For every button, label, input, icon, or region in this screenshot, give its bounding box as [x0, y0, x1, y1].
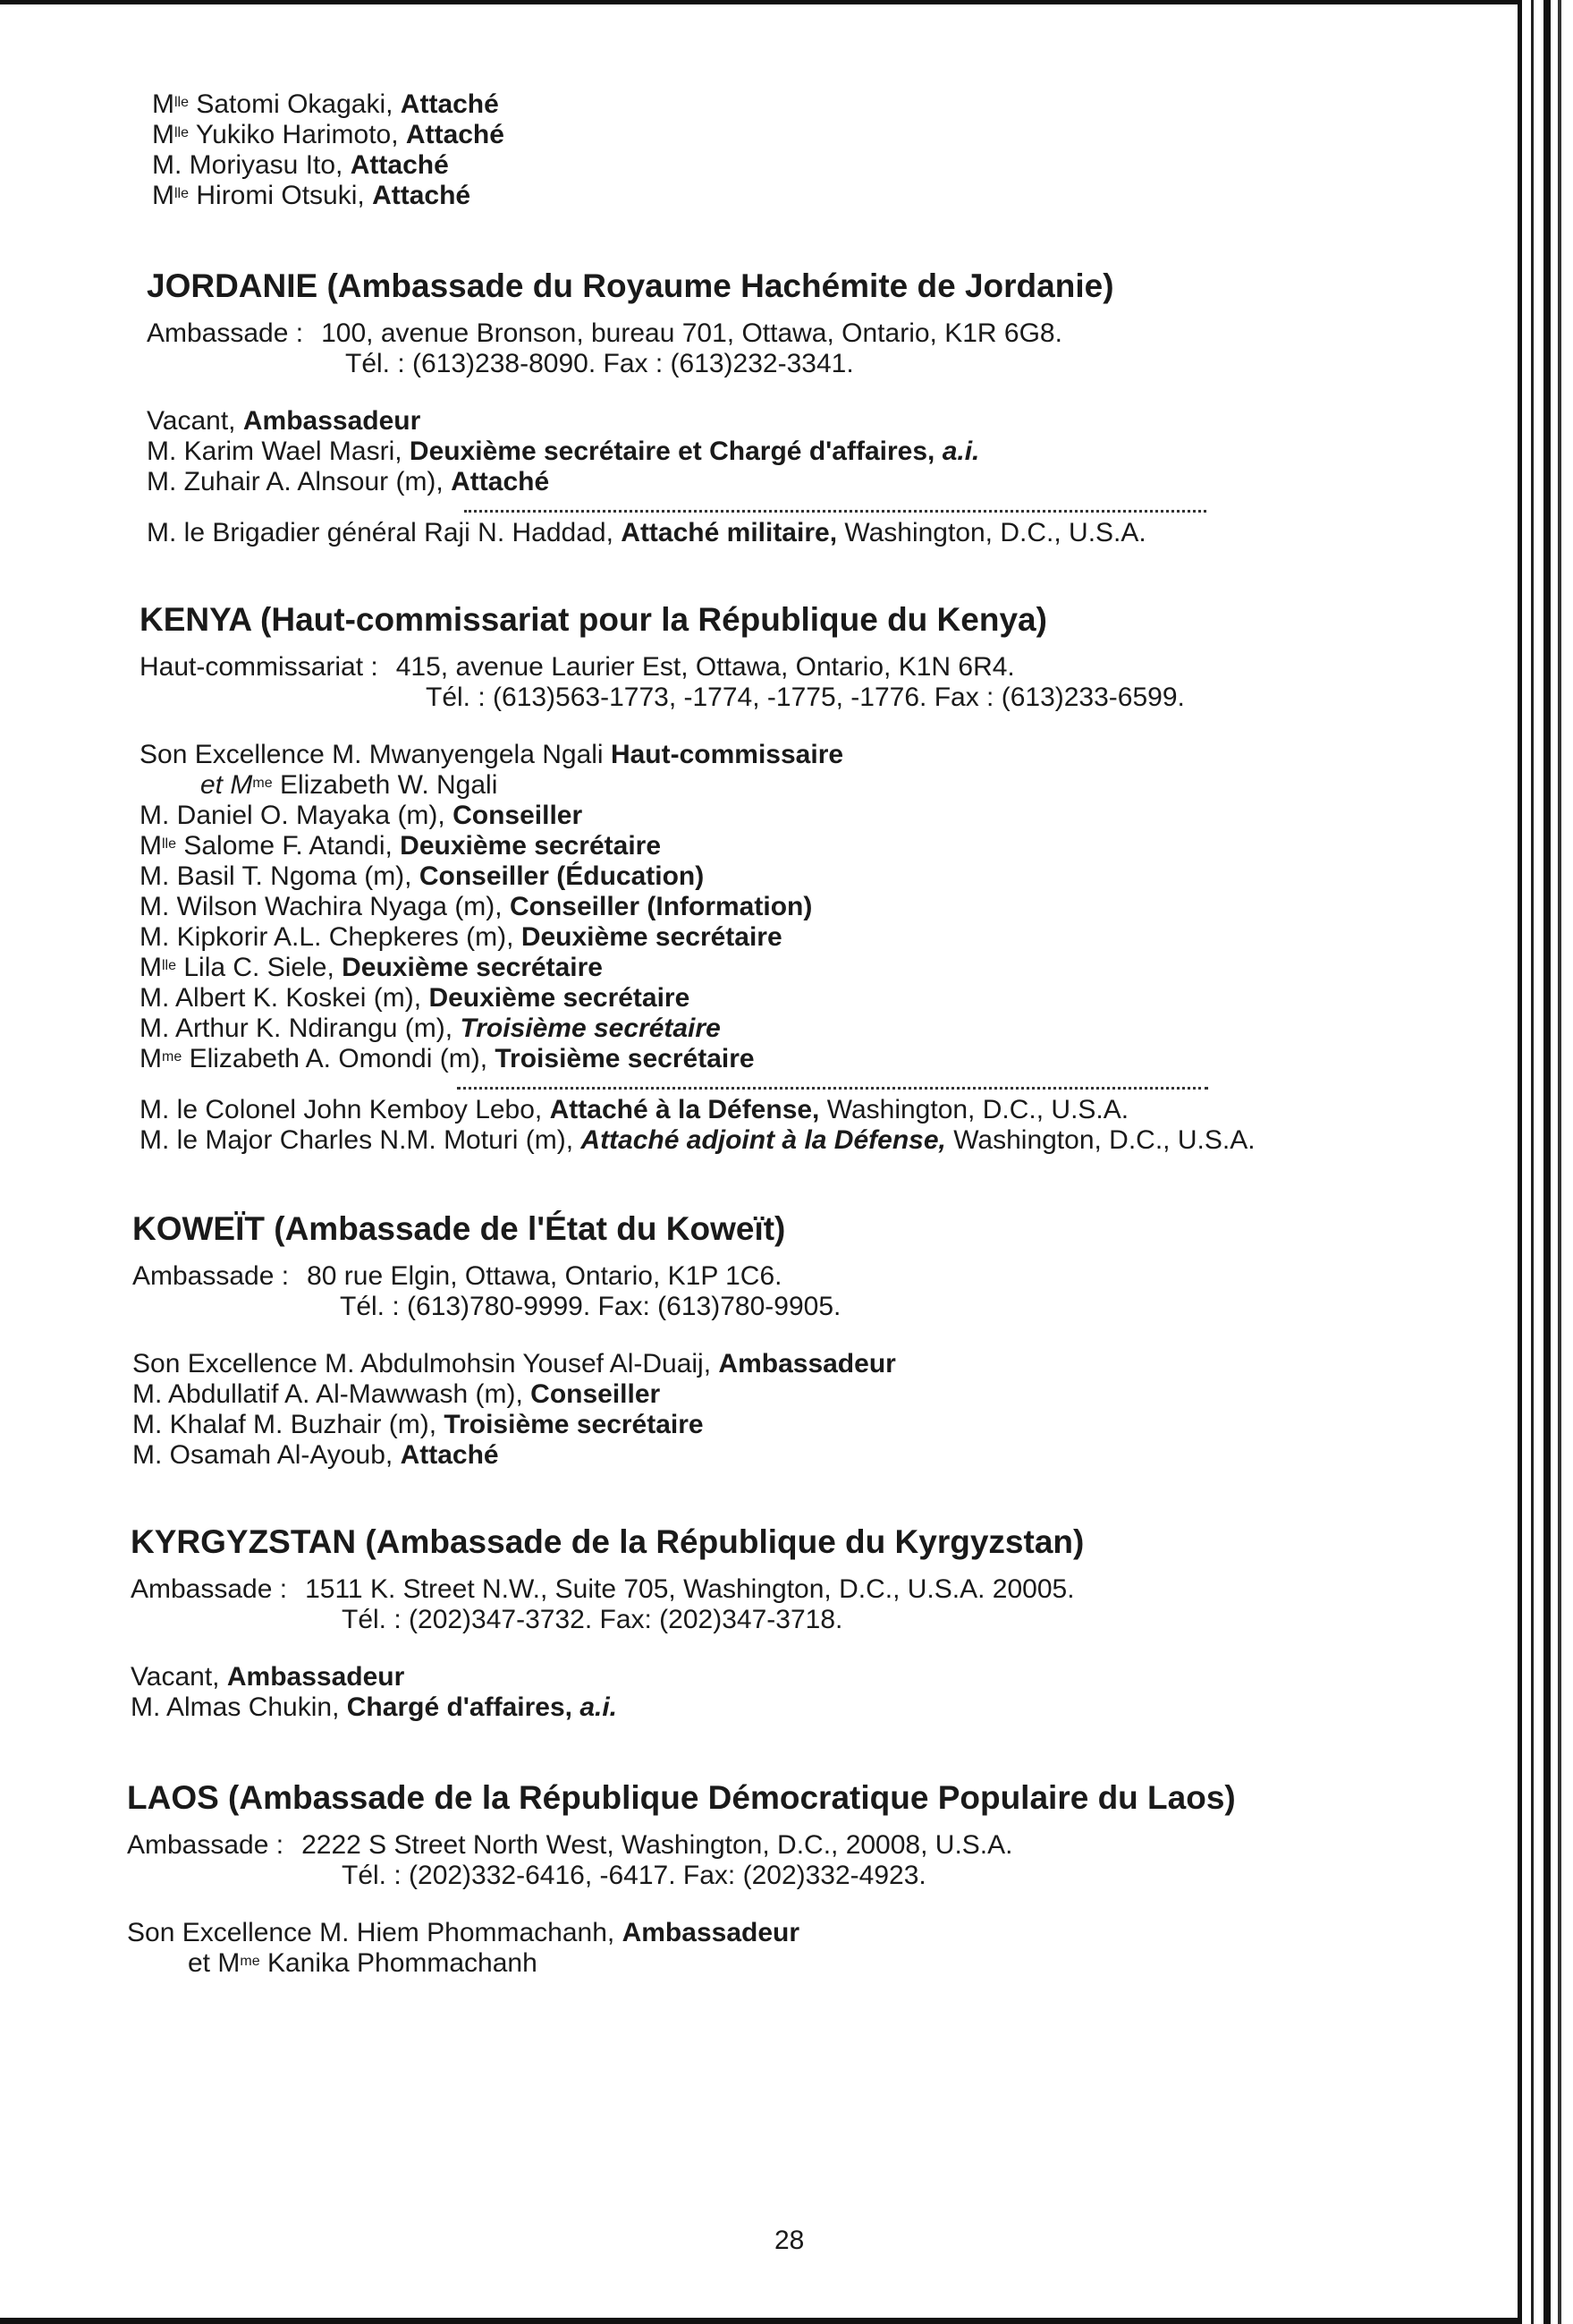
section-kyrgyzstan [131, 1522, 1393, 1723]
phone-fax-line: Tél. : (202)332-6416, -6417. Fax: (202)332-4923. [342, 1861, 926, 1890]
scan-binding-edge [1518, 0, 1522, 2324]
previous-section-continuation [152, 89, 1393, 211]
staff-entry: M. Zuhair A. Alnsour (m), Attaché [147, 467, 550, 496]
section-jordan [147, 267, 1393, 548]
staff-list [140, 740, 1393, 1074]
staff-list [132, 1349, 1393, 1471]
address-block [132, 1261, 1393, 1322]
head-of-mission: Son Excellence M. Mwanyengela Ngali Haut-commissaire [140, 740, 844, 769]
section-heading: KENYA (Haut-commissariat pour la République du Kenya) [140, 601, 1047, 638]
address-block [131, 1574, 1393, 1635]
staff-entry: $M^{me}$ Elizabeth A. Omondi (m), Troisième secrétaire [140, 1044, 755, 1073]
address-line: 2222 S Street North West, Washington, D.C., 20008, U.S.A. [301, 1830, 1013, 1860]
scan-binding-edge [1558, 0, 1561, 2324]
staff-entry: M. Moriyasu Ito, Attaché [152, 150, 449, 180]
staff-entry: $M^{lle}$ Satomi Okagaki, Attaché [152, 89, 499, 119]
section-heading: JORDANIE (Ambassade du Royaume Hachémite de Jordanie) [147, 267, 1114, 304]
non-resident-list [140, 1095, 1393, 1156]
staff-entry: Vacant, Ambassadeur [147, 406, 421, 436]
staff-entry: M. le Major Charles N.M. Moturi (m), Attaché adjoint à la Défense, Washington, D.C., U.S.A. [140, 1125, 1256, 1155]
spouse-entry: et $M^{me}$ Elizabeth W. Ngali [200, 770, 498, 800]
scan-binding-edge [1531, 0, 1534, 2324]
staff-entry: $M^{lle}$ Hiromi Otsuki, Attaché [152, 181, 471, 210]
address-label: Ambassade : [131, 1574, 288, 1604]
staff-entry: $M^{lle}$ Lila C. Siele, Deuxième secrétaire [140, 953, 603, 982]
staff-entry: M. Karim Wael Masri, Deuxième secrétaire et Chargé d'affaires, a.i. [147, 437, 980, 466]
phone-fax-line: Tél. : (202)347-3732. Fax: (202)347-3718. [342, 1605, 843, 1634]
section-kuwait [132, 1209, 1393, 1471]
head-of-mission: Son Excellence M. Hiem Phommachanh, Ambassadeur [127, 1918, 800, 1947]
address-block [147, 318, 1393, 379]
staff-entry: Vacant, Ambassadeur [131, 1662, 405, 1692]
non-resident-list [147, 518, 1393, 548]
section-heading: KOWEÏT (Ambassade de l'État du Koweït) [132, 1210, 786, 1247]
staff-entry: M. le Brigadier général Raji N. Haddad, Attaché militaire, Washington, D.C., U.S.A. [147, 518, 1146, 547]
staff-entry: M. Albert K. Koskei (m), Deuxième secrétaire [140, 983, 690, 1013]
address-block [140, 652, 1393, 713]
staff-entry: M. Wilson Wachira Nyaga (m), Conseiller (Information) [140, 892, 813, 921]
staff-list [127, 1918, 1393, 1979]
scan-bottom-border [0, 2318, 1520, 2324]
address-line: 80 rue Elgin, Ottawa, Ontario, K1P 1C6. [307, 1261, 782, 1291]
page-number: 28 [774, 2226, 805, 2255]
scan-top-border [0, 0, 1520, 4]
spouse-entry: et $M^{me}$ Kanika Phommachanh [188, 1948, 537, 1978]
section-kenya [140, 600, 1393, 1156]
section-heading: LAOS (Ambassade de la République Démocratique Populaire du Laos) [127, 1779, 1236, 1816]
phone-fax-line: Tél. : (613)238-8090. Fax : (613)232-3341. [345, 349, 854, 378]
staff-entry: $M^{lle}$ Salome F. Atandi, Deuxième secrétaire [140, 831, 662, 861]
address-label: Ambassade : [132, 1261, 290, 1291]
staff-list [147, 406, 1393, 497]
staff-list [131, 1662, 1393, 1723]
section-laos [127, 1778, 1393, 1979]
staff-entry: M. Almas Chukin, Chargé d'affaires, a.i. [131, 1692, 618, 1722]
section-heading: KYRGYZSTAN (Ambassade de la République du Kyrgyzstan) [131, 1523, 1085, 1560]
address-block [127, 1830, 1393, 1891]
phone-fax-line: Tél. : (613)780-9999. Fax: (613)780-9905. [340, 1292, 841, 1321]
document-body [123, 89, 1393, 1979]
address-label: Haut-commissariat : [140, 652, 378, 682]
phone-fax-line: Tél. : (613)563-1773, -1774, -1775, -1776. Fax : (613)233-6599. [426, 683, 1185, 712]
address-line: 1511 K. Street N.W., Suite 705, Washington, D.C., U.S.A. 20005. [305, 1574, 1075, 1604]
staff-entry: M. Daniel O. Mayaka (m), Conseiller [140, 801, 583, 830]
staff-entry: M. Arthur K. Ndirangu (m), Troisième secrétaire [140, 1014, 721, 1043]
address-label: Ambassade : [147, 318, 304, 348]
staff-entry: M. Kipkorir A.L. Chepkeres (m), Deuxième secrétaire [140, 922, 782, 952]
staff-entry: M. le Colonel John Kemboy Lebo, Attaché à la Défense, Washington, D.C., U.S.A. [140, 1095, 1129, 1124]
staff-entry: M. Basil T. Ngoma (m), Conseiller (Éducation) [140, 861, 705, 891]
staff-entry: M. Osamah Al-Ayoub, Attaché [132, 1440, 499, 1470]
dotted-separator [464, 510, 1206, 513]
staff-entry: $M^{lle}$ Yukiko Harimoto, Attaché [152, 120, 504, 149]
address-label: Ambassade : [127, 1830, 284, 1860]
address-line: 415, avenue Laurier Est, Ottawa, Ontario, K1N 6R4. [395, 652, 1015, 682]
head-of-mission: Son Excellence M. Abdulmohsin Yousef Al-Duaij, Ambassadeur [132, 1349, 896, 1378]
dotted-separator [457, 1087, 1208, 1090]
address-line: 100, avenue Bronson, bureau 701, Ottawa, Ontario, K1R 6G8. [321, 318, 1062, 348]
staff-entry: M. Khalaf M. Buzhair (m), Troisième secrétaire [132, 1410, 704, 1439]
staff-entry: M. Abdullatif A. Al-Mawwash (m), Conseiller [132, 1379, 661, 1409]
scan-binding-edge [1543, 0, 1551, 2324]
